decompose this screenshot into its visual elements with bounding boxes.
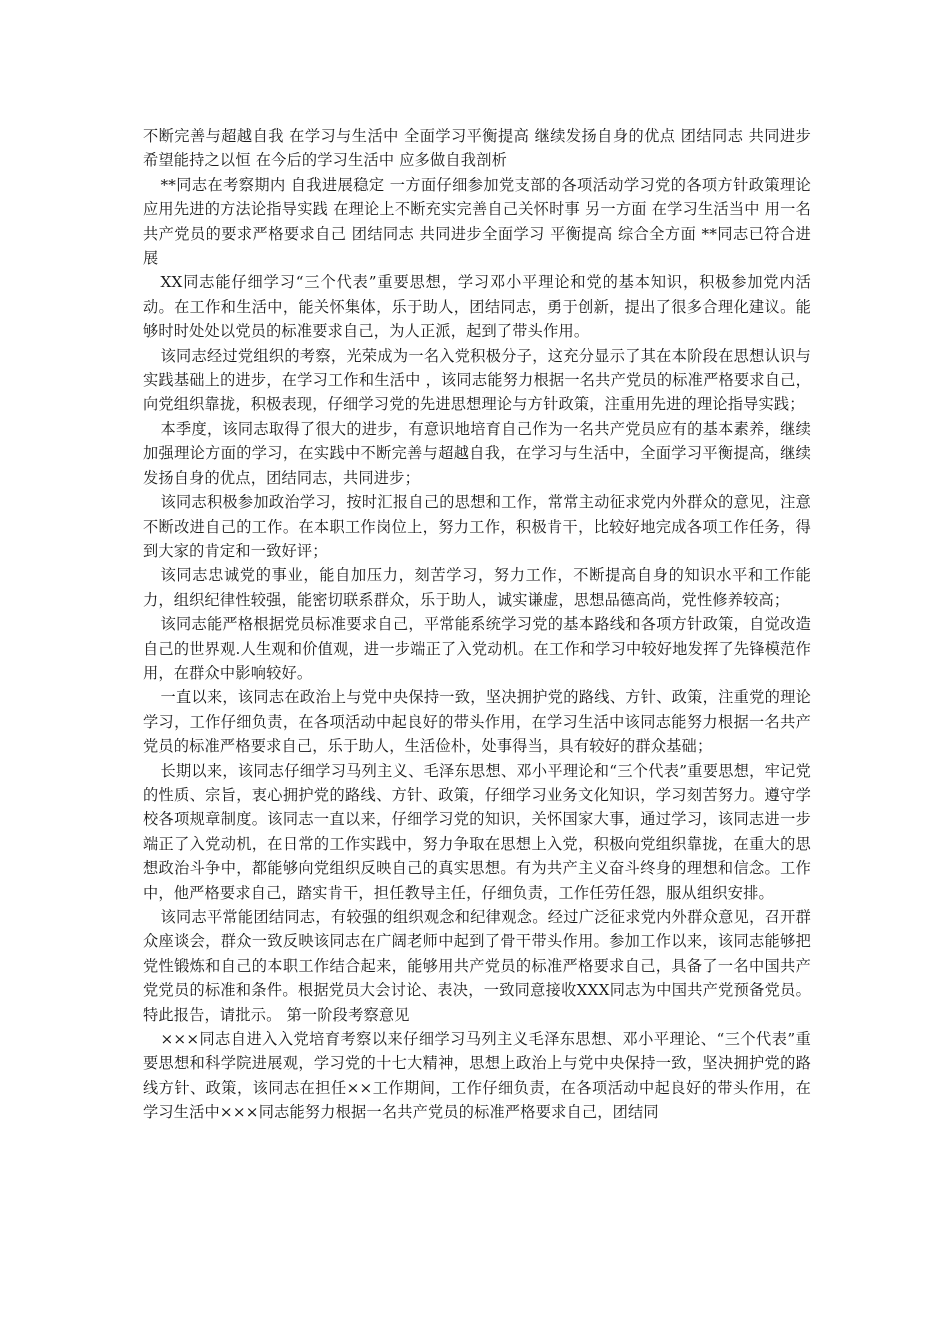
- paragraph-2: **同志在考察期内 自我进展稳定 一方面仔细参加党支部的各项活动学习党的各项方针政策理论 应用先进的方法论指导实践 在理论上不断充实完善自己关怀时事 另一方面 在学习生活当中 用一名共产党员的要求严格要求自己 团结同志 共同进步全面学习 平衡提高 综合全方面 **同志已符合进展: [143, 175, 811, 268]
- paragraph-11: 该同志平常能团结同志，有较强的组织观念和纪律观念。经过广泛征求党内外群众意见，召开群众座谈会，群众一致反映该同志在广阔老师中起到了骨干带头作用。参加工作以来，该同志能够把党性锻炼和自己的本职工作结合起来，能够用共产党员的标准严格要求自己，具备了一名中国共产党党员的标准和条件。根据党员大会讨论、表决，一致同意接收XXX同志为中国共产党预备党员。特此报告，请批示。 第一阶段考察意见: [143, 908, 811, 1024]
- paragraph-4: 该同志经过党组织的考察，光荣成为一名入党积极分子，这充分显示了其在本阶段在思想认识与实践基础上的进步，在学习工作和生活中 ，该同志能努力根据一名共产党员的标准严格要求自己，向党组织靠拢，积极表现，仔细学习党的先进思想理论与方针政策，注重用先进的理论指导实践；: [143, 346, 811, 414]
- paragraph-10: 长期以来，该同志仔细学习马列主义、毛泽东思想、邓小平理论和“三个代表”重要思想，牢记党的性质、宗旨，衷心拥护党的路线、方针、政策，仔细学习业务文化知识，学习刻苦努力。遵守学校各项规章制度。该同志一直以来，仔细学习党的知识，关怀国家大事，通过学习，该同志进一步端正了入党动机，在日常的工作实践中，努力争取在思想上入党，积极向党组织靠拢，在重大的思想政治斗争中，都能够向党组织反映自己的真实思想。有为共产主义奋斗终身的理想和信念。工作中，他严格要求自己，踏实肯干，担任教导主任，仔细负责，工作任劳任怨，服从组织安排。: [143, 761, 811, 902]
- paragraph-12: ×××同志自进入入党培育考察以来仔细学习马列主义毛泽东思想、邓小平理论、“三个代表”重要思想和科学院进展观，学习党的十七大精神，思想上政治上与党中央保持一致，坚决拥护党的路线方针、政策，该同志在担任××工作期间，工作仔细负责，在各项活动中起良好的带头作用，在学习生活中×××同志能努力根据一名共产党员的标准严格要求自己，团结同: [143, 1030, 811, 1122]
- paragraph-5: 本季度，该同志取得了很大的进步，有意识地培育自己作为一名共产党员应有的基本素养，继续加强理论方面的学习，在实践中不断完善与超越自我，在学习与生活中，全面学习平衡提高，继续发扬自身的优点，团结同志，共同进步；: [143, 419, 811, 487]
- document-body: [143, 124, 811, 1125]
- paragraph-3: XX同志能仔细学习“三个代表”重要思想，学习邓小平理论和党的基本知识，积极参加党内活动。在工作和生活中，能关怀集体，乐于助人，团结同志，勇于创新，提出了很多合理化建议。能够时时处处以党员的标准要求自己，为人正派，起到了带头作用。: [143, 273, 811, 341]
- paragraph-8: 该同志能严格根据党员标准要求自己，平常能系统学习党的基本路线和各项方针政策，自觉改造自己的世界观.人生观和价值观，进一步端正了入党动机。在工作和学习中较好地发挥了先锋模范作用，在群众中影响较好。: [143, 615, 811, 682]
- paragraph-6: 该同志积极参加政治学习，按时汇报自己的思想和工作，常常主动征求党内外群众的意见，注意不断改进自己的工作。在本职工作岗位上，努力工作，积极肯干，比较好地完成各项工作任务，得到大家的肯定和一致好评；: [143, 493, 811, 560]
- paragraph-7: 该同志忠诚党的事业，能自加压力，刻苦学习，努力工作，不断提高自身的知识水平和工作能力，组织纪律性较强，能密切联系群众，乐于助人，诚实谦虚，思想品德高尚，党性修养较高；: [143, 566, 811, 609]
- paragraph-1: 不断完善与超越自我 在学习与生活中 全面学习平衡提高 继续发扬自身的优点 团结同志 共同进步 希望能持之以恒 在今后的学习生活中 应多做自我剖析: [143, 127, 811, 170]
- paragraph-9: 一直以来，该同志在政治上与党中央保持一致，坚决拥护党的路线、方针、政策，注重党的理论学习，工作仔细负责，在各项活动中起良好的带头作用，在学习生活中该同志能努力根据一名共产党员的标准严格要求自己，乐于助人，生活俭朴，处事得当，具有较好的群众基础；: [143, 688, 811, 756]
